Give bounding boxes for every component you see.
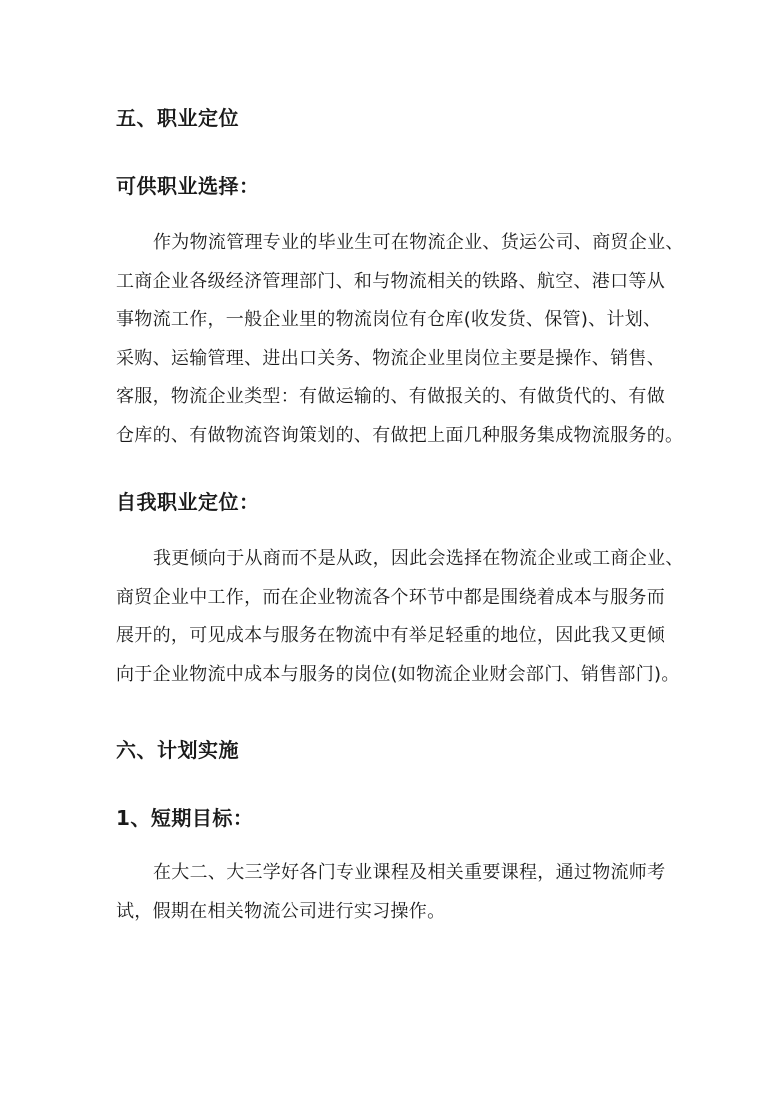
self-positioning-paragraph: [116, 540, 684, 694]
paragraph-line: 向于企业物流中成本与服务的岗位(如物流企业财会部门、销售部门)。: [116, 663, 680, 685]
short-term-goal-paragraph: [116, 854, 676, 931]
paragraph-line: 在大二、大三学好各门专业课程及相关重要课程，通过物流师考: [153, 862, 666, 883]
paragraph-line: 展开的，可见成本与服务在物流中有举足轻重的地位，因此我又更倾: [116, 625, 665, 646]
career-options-paragraph: [116, 224, 684, 455]
short-term-goal-heading: 1、短期目标：: [116, 806, 254, 830]
paragraph-line: 采购、运输管理、进出口关务、物流企业里岗位主要是操作、销售、: [116, 347, 665, 369]
paragraph-line: 事物流工作，一般企业里的物流岗位有仓库(收发货、保管)、计划、: [116, 309, 662, 330]
paragraph-line: 工商企业各级经济管理部门、和与物流相关的铁路、航空、港口等从: [116, 270, 665, 292]
paragraph-line: 试，假期在相关物流公司进行实习操作。: [116, 900, 446, 922]
section-6-heading: 六、计划实施: [116, 738, 239, 762]
paragraph-line: 作为物流管理专业的毕业生可在物流企业、货运公司、商贸企业、: [153, 232, 684, 253]
paragraph-line: 商贸企业中工作，而在企业物流各个环节中都是围绕着成本与服务而: [116, 586, 665, 608]
self-positioning-heading: 自我职业定位：: [116, 490, 260, 514]
paragraph-line: 我更倾向于从商而不是从政，因此会选择在物流企业或工商企业、: [153, 548, 684, 569]
paragraph-line: 仓库的、有做物流咨询策划的、有做把上面几种服务集成物流服务的。: [116, 424, 684, 446]
career-options-heading: 可供职业选择：: [116, 174, 260, 198]
section-5-heading: 五、职业定位: [116, 106, 239, 130]
paragraph-line: 客服，物流企业类型：有做运输的、有做报关的、有做货代的、有做: [116, 386, 665, 407]
